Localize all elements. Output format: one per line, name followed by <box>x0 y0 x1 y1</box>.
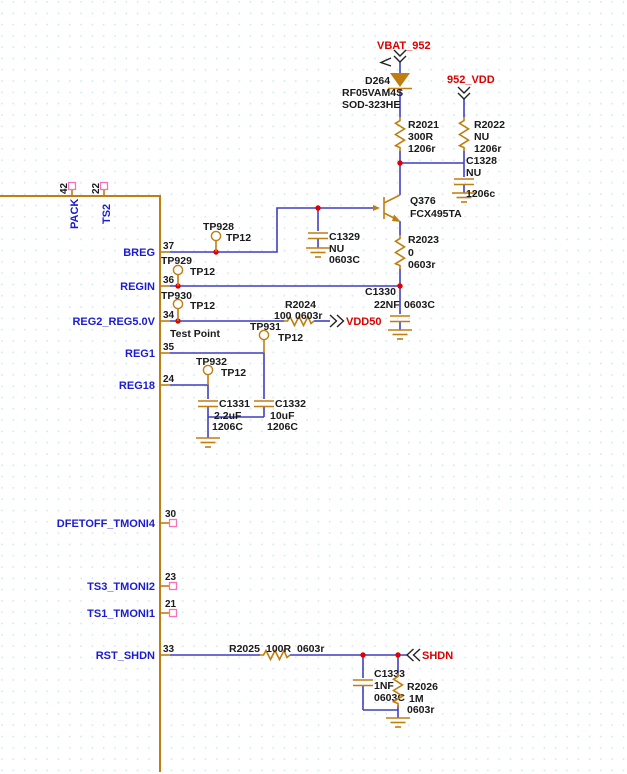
r2025-footprint: 0603r <box>297 643 325 655</box>
r2025-ref: R2025 <box>229 643 260 655</box>
c1329-footprint: 0603C <box>329 254 360 266</box>
q376-ref: Q376 <box>410 195 436 207</box>
c1333-footprint: 0603C <box>374 692 405 704</box>
c1332-ref: C1332 <box>275 398 306 410</box>
q376-value: FCX495TA <box>410 208 462 220</box>
tp931-ref: TP931 <box>250 321 281 333</box>
r2022-ref: R2022 <box>474 119 505 131</box>
pin-number-33: 33 <box>163 644 175 655</box>
pin-name-ts1: TS1_TMONI1 <box>87 608 155 620</box>
c1330-ref: C1330 <box>365 286 396 298</box>
c1330-value: 22NF <box>374 299 400 311</box>
pin-number: 22 <box>91 182 102 194</box>
r2021-ref: R2021 <box>408 119 439 131</box>
tp928-ref: TP928 <box>203 221 234 233</box>
r2023-value: 0 <box>408 247 414 259</box>
c1333-ref: C1333 <box>374 668 405 680</box>
r2023-ref: R2023 <box>408 234 439 246</box>
pin-name-reg18: REG18 <box>118 380 155 392</box>
c1329-value: NU <box>329 243 345 255</box>
pin-number-35: 35 <box>163 342 175 353</box>
r2024-value: 100 <box>274 310 292 322</box>
pin-name-ts3: TS3_TMONI2 <box>87 581 155 593</box>
pin-number-30: 30 <box>165 509 177 520</box>
pin-name-reg2: REG2_REG5.0V <box>72 316 155 328</box>
d264-footprint: SOD-323HE <box>342 99 401 111</box>
d264-value: RF05VAM4S <box>342 87 404 99</box>
r2021-footprint: 1206r <box>408 143 436 155</box>
pin-number-23: 23 <box>165 572 177 583</box>
c1328-footprint: 1206c <box>466 188 496 200</box>
pin-name: PACK <box>69 198 81 229</box>
c1329-ref: C1329 <box>329 231 360 243</box>
pin-end-square-ts3 <box>170 583 177 590</box>
pin-number-24: 24 <box>163 374 175 385</box>
pin-number: 42 <box>59 182 70 194</box>
c1333-value: 1NF <box>374 680 394 692</box>
c1332-value: 10uF <box>270 410 295 422</box>
pin-name: TS2 <box>101 203 113 224</box>
c1331-ref: C1331 <box>219 398 250 410</box>
r2026-footprint: 0603r <box>407 704 435 716</box>
pin-number-34: 34 <box>163 310 175 321</box>
c1331-value: 2.2uF <box>214 410 242 422</box>
pin-name-rstshdn: RST_SHDN <box>95 650 155 662</box>
pin-name-dfetoff: DFETOFF_TMONI4 <box>56 518 155 530</box>
tp928-type: TP12 <box>226 232 252 244</box>
r2022-footprint: 1206r <box>474 143 502 155</box>
pin-end-square-ts1 <box>170 610 177 617</box>
r2024-footprint: 0603r <box>295 310 323 322</box>
tp929-ref: TP929 <box>161 255 192 267</box>
tp930-ref: TP930 <box>161 290 192 302</box>
r2022-value: NU <box>474 131 490 143</box>
tp930-type: TP12 <box>190 300 216 312</box>
c1332-footprint: 1206C <box>267 421 298 433</box>
tp932-type: TP12 <box>221 367 247 379</box>
tp931-type: TP12 <box>278 332 304 344</box>
pin-name-regin: REGIN <box>120 281 155 293</box>
c1331-footprint: 1206C <box>212 421 243 433</box>
net-label-shdn: SHDN <box>422 650 454 662</box>
pin-number-36: 36 <box>163 275 175 286</box>
pin-number-21: 21 <box>165 599 177 610</box>
c1328-value: NU <box>466 167 482 179</box>
r2026-ref: R2026 <box>407 681 438 693</box>
pin-name-reg1: REG1 <box>125 348 155 360</box>
pin-number-37: 37 <box>163 241 175 252</box>
r2021-value: 300R <box>408 131 434 143</box>
c1328-ref: C1328 <box>466 155 497 167</box>
d264-ref: D264 <box>365 75 391 87</box>
c1330-footprint: 0603C <box>404 299 435 311</box>
r2023-footprint: 0603r <box>408 259 436 271</box>
pin-end-square-dfetoff <box>170 520 177 527</box>
r2025-value: 100R <box>266 643 292 655</box>
test-point-note: Test Point <box>170 328 220 340</box>
pin-name-breg: BREG <box>123 247 155 259</box>
r2024-ref: R2024 <box>285 299 316 311</box>
tp932-ref: TP932 <box>196 356 227 368</box>
r2026-value: 1M <box>409 693 424 705</box>
tp929-type: TP12 <box>190 266 216 278</box>
net-label-952vdd: 952_VDD <box>447 74 495 86</box>
net-label-vbat952: VBAT_952 <box>377 40 431 52</box>
net-label-vdd50: VDD50 <box>346 316 382 328</box>
